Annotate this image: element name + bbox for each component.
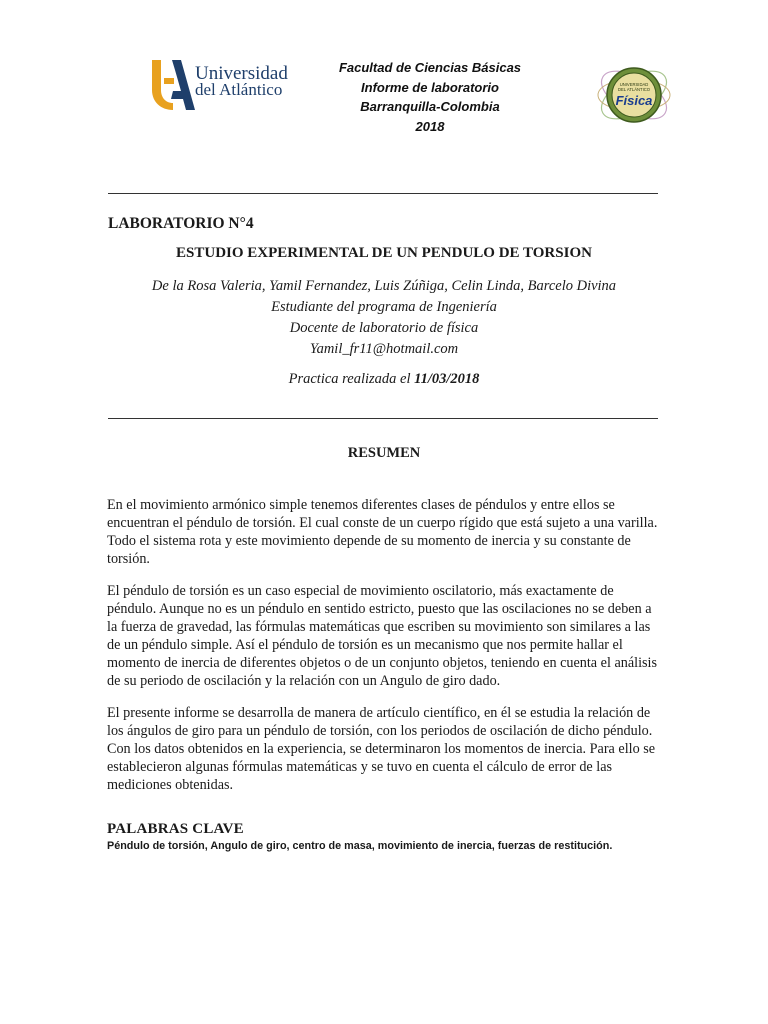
university-logo-text — [195, 63, 288, 99]
middle-divider — [108, 418, 658, 419]
author-names: De la Rosa Valeria, Yamil Fernandez, Luis Zúñiga, Celin Linda, Barcelo Divina — [151, 278, 617, 294]
authors-block — [108, 276, 660, 360]
abstract-paragraph-1: En el movimiento armónico simple tenemos diferentes clases de péndulos y entre ellos se encuentran el péndulo de torsión. El cual conste de un cuerpo rígido que está sujeto a una varilla. Todo el sistema rota y este movimiento depende de su momento de inercia y su constante de torsión. — [107, 497, 658, 567]
svg-text:Física — [616, 93, 653, 108]
seal-text-fisica: Física — [615, 93, 653, 108]
abstract-body — [107, 496, 660, 808]
location: Barranquilla-Colombia — [360, 99, 500, 114]
student-program: Estudiante del programa de Ingeniería — [271, 299, 497, 315]
fisica-seal-logo — [596, 56, 672, 134]
university-logo-line-1: Universidad — [195, 63, 288, 84]
practice-date: 11/03/2018 — [414, 371, 480, 387]
top-divider — [108, 193, 658, 194]
practice-label: Practica realizada el — [288, 371, 415, 387]
teacher-line: Docente de laboratorio de física — [289, 320, 479, 336]
seal-text-atlantico: DEL ATLÁNTICO — [617, 87, 651, 92]
ua-logo-mark-icon — [150, 58, 198, 112]
abstract-paragraph-3: El presente informe se desarrolla de manera de artículo científico, en él se estudia la relación de los ángulos de giro para un péndulo de torsión, con los periodos de oscilación de dicho péndulo. Con los datos obtenidos en la experiencia, se determinaron los momentos de inercia. Para ello se establecieron algunas fórmulas matemáticas y se tuvo en cuenta el cálculo de error de las mediciones obtenidas. — [107, 705, 656, 793]
fisica-seal-icon — [596, 56, 672, 134]
report-type: Informe de laboratorio — [361, 79, 499, 95]
year: 2018 — [415, 118, 445, 134]
keywords-list: Péndulo de torsión, Angulo de giro, centro de masa, movimiento de inercia, fuerzas de restitución. — [107, 840, 613, 852]
contact-email: Yamil_fr11@hotmail.com — [309, 341, 459, 357]
keywords-heading: PALABRAS CLAVE — [107, 821, 244, 837]
abstract-paragraph-2: El péndulo de torsión es un caso especial de movimiento oscilatorio, más exactamente de péndulo. Aunque no es un péndulo en sentido estricto, puesto que las oscilaciones no se deben a la fuerza de gravedad, las fórmulas matemáticas que escriben su movimiento son similares a las de un péndulo simple. Así el péndulo de torsión es un mecanismo que nos permite hallar el momento de inercia de diferentes objetos o de un conjunto objetos, teniendo en cuenta el análisis de su periodo de oscilación y la relación con un Angulo de giro dado. — [107, 583, 657, 689]
practice-date-line — [108, 371, 660, 388]
lab-number: LABORATORIO N°4 — [108, 215, 254, 232]
svg-text:DEL ATLÁNTICO — [618, 87, 651, 92]
faculty-header — [330, 58, 530, 136]
document-title: ESTUDIO EXPERIMENTAL DE UN PENDULO DE TORSION — [176, 245, 592, 261]
abstract-heading: RESUMEN — [347, 445, 421, 461]
faculty-name: Facultad de Ciencias Básicas — [338, 60, 522, 75]
university-logo-line-2: del Atlántico — [195, 80, 283, 99]
seal-text-university: UNIVERSIDAD — [619, 82, 649, 87]
